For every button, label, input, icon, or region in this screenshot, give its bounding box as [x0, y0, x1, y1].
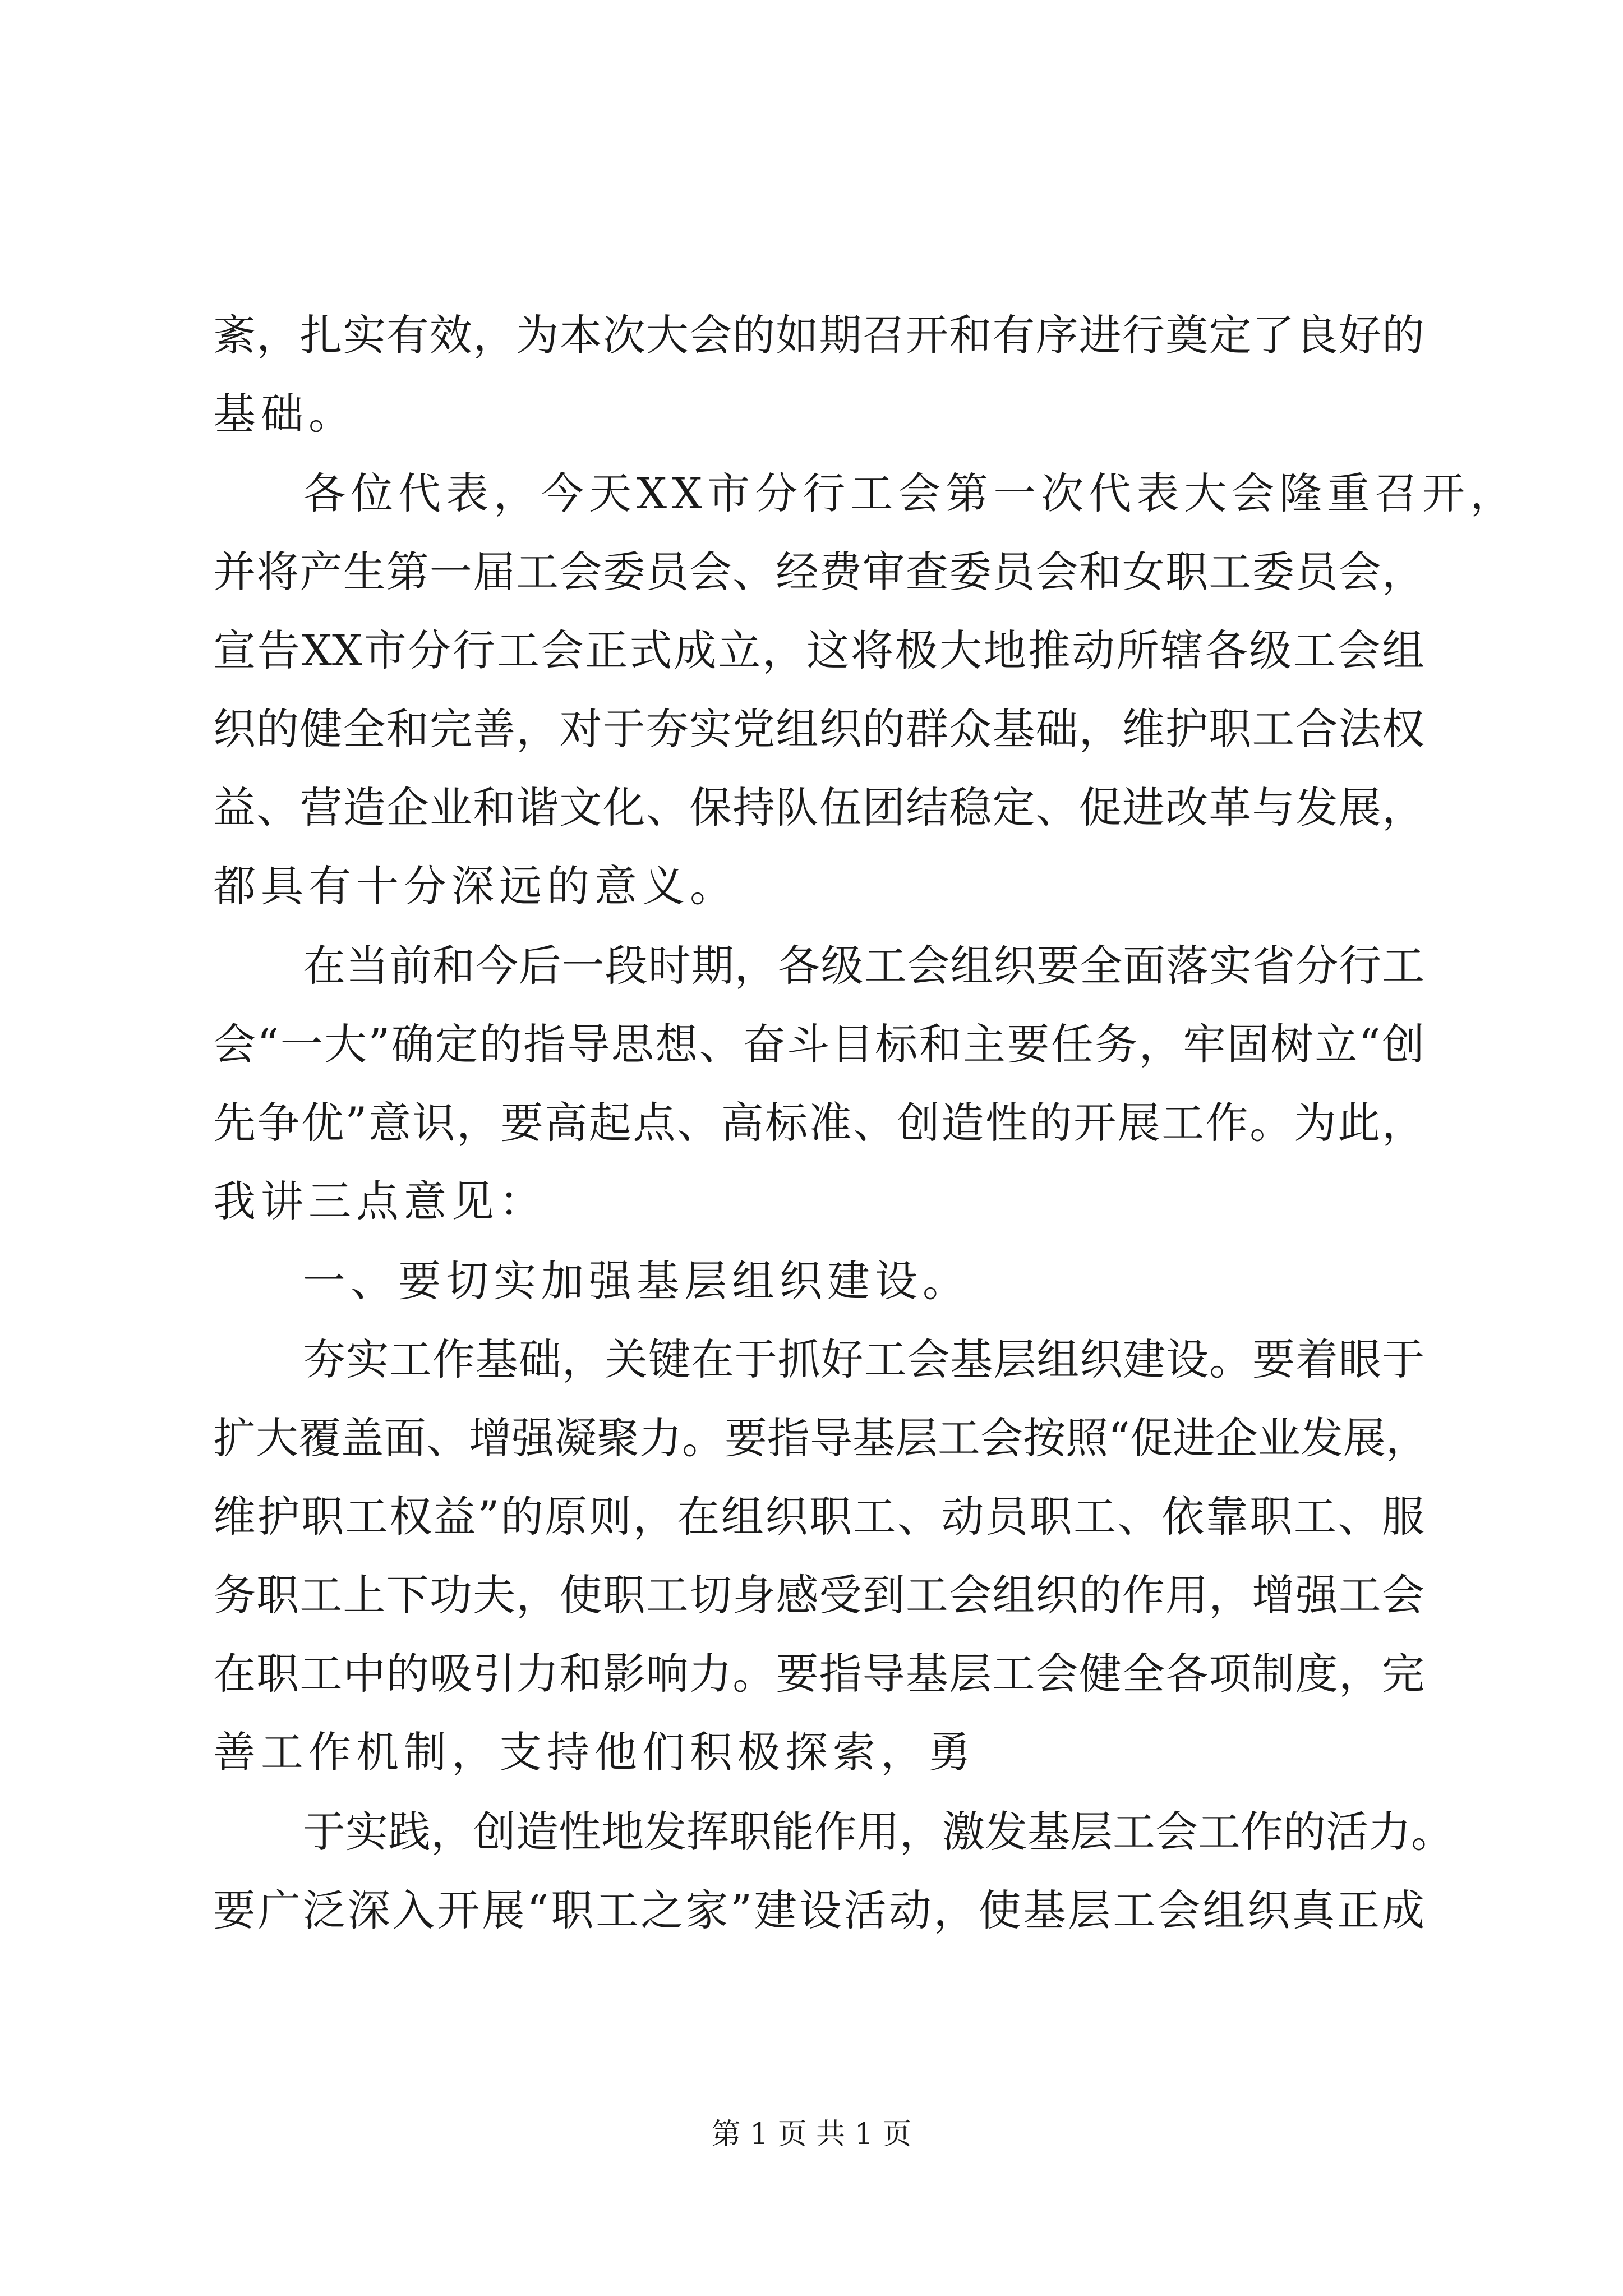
text-line: 各位代表，今天XX市分行工会第一次代表大会隆重召开，	[303, 468, 1518, 518]
text-line: 并将产生第一届工会委员会、经费审查委员会和女职工委员会，	[213, 547, 1424, 597]
text-line: 紊，扎实有效，为本次大会的如期召开和有序进行奠定了良好的	[213, 310, 1424, 360]
text-line: 我讲三点意见：	[213, 1176, 547, 1226]
text-line: 会“一大”确定的指导思想、奋斗目标和主要任务，牢固树立“创	[213, 1019, 1424, 1069]
text-line: 在当前和今后一段时期，各级工会组织要全面落实省分行工	[303, 941, 1424, 991]
text-line: 于实践，创造性地发挥职能作用，激发基层工会工作的活力。	[303, 1807, 1454, 1857]
text-line: 夯实工作基础，关键在于抓好工会基层组织建设。要着眼于	[303, 1335, 1424, 1384]
page-footer: 第 1 页 共 1 页	[711, 2118, 912, 2151]
text-line: 先争优”意识，要高起点、高标准、创造性的开展工作。为此，	[213, 1098, 1424, 1148]
text-line: 都具有十分深远的意义。	[213, 861, 737, 911]
text-line: 维护职工权益”的原则，在组织职工、动员职工、依靠职工、服	[213, 1492, 1424, 1542]
text-line: 要广泛深入开展“职工之家”建设活动，使基层工会组织真正成	[213, 1885, 1424, 1935]
text-line: 在职工中的吸引力和影响力。要指导基层工会健全各项制度，完	[213, 1649, 1424, 1699]
text-line: 益、营造企业和谐文化、保持队伍团结稳定、促进改革与发展，	[213, 783, 1424, 832]
text-line: 扩大覆盖面、增强凝聚力。要指导基层工会按照“促进企业发展，	[213, 1413, 1428, 1463]
text-line: 基础。	[213, 389, 356, 439]
section-heading: 一、要切实加强基层组织建设。	[303, 1256, 970, 1306]
text-line: 织的健全和完善，对于夯实党组织的群众基础，维护职工合法权	[213, 704, 1424, 754]
text-line: 善工作机制，支持他们积极探索，勇	[213, 1727, 976, 1777]
text-line: 宣告XX市分行工会正式成立，这将极大地推动所辖各级工会组	[213, 625, 1424, 675]
text-line: 务职工上下功夫，使职工切身感受到工会组织的作用，增强工会	[213, 1570, 1424, 1620]
